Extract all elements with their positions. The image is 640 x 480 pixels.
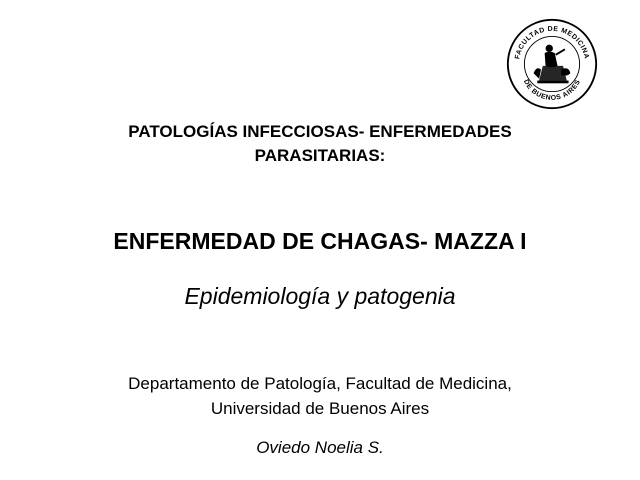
slide-title: ENFERMEDAD DE CHAGAS- MAZZA I bbox=[113, 228, 527, 254]
slide-subtitle: Epidemiología y patogenia bbox=[184, 283, 456, 309]
topic-heading-line-1: PATOLOGÍAS INFECCIOSAS- ENFERMEDADES bbox=[128, 122, 512, 141]
svg-text:FACULTAD DE MEDICINA: FACULTAD DE MEDICINA bbox=[514, 25, 590, 60]
author-name: Oviedo Noelia S. bbox=[256, 438, 384, 457]
svg-text:DE BUENOS AIRES: DE BUENOS AIRES bbox=[521, 78, 583, 102]
faculty-seal-logo bbox=[506, 18, 598, 110]
affiliation-line-1: Departamento de Patología, Facultad de Medicina, bbox=[128, 374, 512, 393]
topic-heading-line-2: PARASITARIAS: bbox=[254, 146, 386, 165]
affiliation-line-2: Universidad de Buenos Aires bbox=[210, 399, 430, 418]
affiliation bbox=[0, 371, 640, 421]
topic-heading bbox=[0, 120, 640, 168]
